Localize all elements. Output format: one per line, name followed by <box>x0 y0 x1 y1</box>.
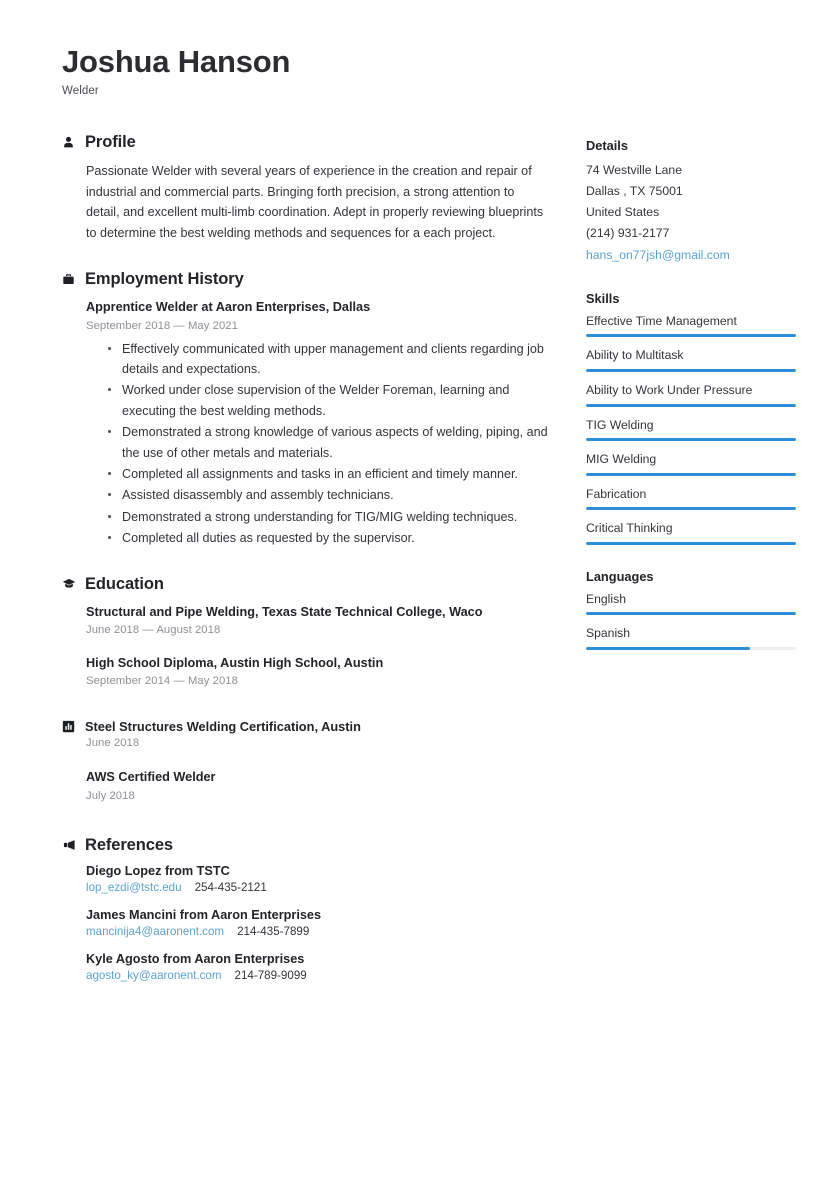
section-references-title: References <box>85 835 173 854</box>
graduation-cap-icon <box>61 577 76 592</box>
skill-label: Effective Time Management <box>586 313 737 328</box>
employment-bullet-list <box>86 339 549 549</box>
section-profile-body <box>62 161 549 245</box>
education-entry-date: September 2014 — May 2018 <box>86 675 238 688</box>
skill-level-bar <box>586 334 796 337</box>
certification-entry-title: Steel Structures Welding Certification, Austin <box>85 719 361 735</box>
education-entry-title: Structural and Pipe Welding, Texas State Technical College, Waco <box>86 604 483 619</box>
briefcase-icon <box>61 272 76 287</box>
sidebar-details-block <box>586 138 796 266</box>
section-references-header <box>61 836 549 855</box>
reference-contact <box>86 925 549 938</box>
detail-phone: (214) 931-2177 <box>586 226 670 241</box>
section-employment-body <box>62 298 549 548</box>
sidebar-column <box>586 133 796 674</box>
language-level-fill <box>586 612 796 615</box>
skill-row <box>586 313 796 338</box>
language-label: English <box>586 591 626 606</box>
candidate-name: Joshua Hanson <box>62 44 291 79</box>
skill-level-fill <box>586 473 796 476</box>
list-item: Effectively communicated with upper management and clients regarding job details and expectations. <box>108 339 549 380</box>
certification-entry-date: June 2018 <box>86 737 140 750</box>
education-entry-title: High School Diploma, Austin High School, Austin <box>86 655 384 670</box>
skill-row <box>586 382 796 407</box>
list-item: Assisted disassembly and assembly technicians. <box>108 485 549 505</box>
skill-label: Ability to Multitask <box>586 348 684 363</box>
section-profile <box>62 133 549 245</box>
certification-entry-body <box>62 737 549 801</box>
skill-row <box>586 417 796 442</box>
list-item: Completed all assignments and tasks in an efficient and timely manner. <box>108 464 549 484</box>
skill-row <box>586 451 796 476</box>
sidebar-languages-block <box>586 569 796 650</box>
reference-entry <box>86 908 549 938</box>
skill-label: Fabrication <box>586 486 647 501</box>
skill-row <box>586 486 796 511</box>
skill-level-bar <box>586 404 796 407</box>
employment-entry <box>86 298 549 548</box>
section-employment-header <box>61 270 549 289</box>
reference-email-link[interactable]: agosto_ky@aaronent.com <box>86 968 222 982</box>
skill-level-fill <box>586 542 796 545</box>
skill-level-bar <box>586 369 796 372</box>
section-profile-title: Profile <box>85 132 136 151</box>
sidebar-languages-title: Languages <box>586 568 654 584</box>
section-education-title: Education <box>85 574 164 593</box>
section-references-body <box>62 864 549 982</box>
skill-level-bar <box>586 542 796 545</box>
reference-entry <box>86 864 549 894</box>
detail-address-line1: 74 Westville Lane <box>586 162 682 177</box>
skill-level-bar <box>586 507 796 510</box>
certification-entry <box>86 768 549 801</box>
detail-email-link[interactable]: hans_on77jsh@gmail.com <box>586 247 730 262</box>
reference-phone: 214-789-9099 <box>234 968 307 982</box>
language-level-bar <box>586 647 796 650</box>
skill-label: TIG Welding <box>586 417 654 432</box>
list-item: Demonstrated a strong understanding for TIG/MIG welding techniques. <box>108 507 549 527</box>
education-entry-date: June 2018 — August 2018 <box>86 623 221 636</box>
list-item: Worked under close supervision of the Welder Foreman, learning and executing the best welding methods. <box>108 380 549 421</box>
section-education <box>62 575 549 688</box>
detail-country: United States <box>586 205 660 220</box>
skill-row <box>586 347 796 372</box>
reference-phone: 214-435-7899 <box>237 924 310 938</box>
detail-address-line2: Dallas , TX 75001 <box>586 183 683 198</box>
skill-label: Critical Thinking <box>586 521 673 536</box>
candidate-job-title: Welder <box>62 84 99 97</box>
profile-text: Passionate Welder with several years of experience in the creation and repair of industrial and commercial parts. Bringing forth precision, a strong attention to detail, and excellent multi-limb coordination. Adept in properly reviewing blueprints to determine the best welding methods and sequences for a each project. <box>86 163 544 241</box>
resume-header <box>62 44 786 97</box>
reference-email-link[interactable]: lop_ezdi@tstc.edu <box>86 880 182 894</box>
list-item: Demonstrated a strong knowledge of various aspects of welding, piping, and the use of other metals and materials. <box>108 422 549 463</box>
language-level-fill <box>586 647 750 650</box>
resume-body <box>62 133 786 1008</box>
section-employment-title: Employment History <box>85 270 244 289</box>
skill-level-fill <box>586 438 796 441</box>
language-level-bar <box>586 612 796 615</box>
sidebar-skills-block <box>586 291 796 545</box>
reference-contact <box>86 969 549 982</box>
certification-entry-date: July 2018 <box>86 789 135 802</box>
employment-entry-title: Apprentice Welder at Aaron Enterprises, Dallas <box>86 300 371 315</box>
section-education-header <box>61 575 549 594</box>
skill-level-bar <box>586 473 796 476</box>
main-column <box>62 133 549 1008</box>
skill-level-fill <box>586 507 796 510</box>
certification-entry-header <box>61 719 549 734</box>
reference-contact <box>86 881 549 894</box>
section-references <box>62 836 549 982</box>
reference-email-link[interactable]: mancinija4@aaronent.com <box>86 924 225 938</box>
certification-entry-title: AWS Certified Welder <box>86 770 216 785</box>
section-profile-header <box>61 133 549 152</box>
skill-label: Ability to Work Under Pressure <box>586 382 753 397</box>
reference-name: Kyle Agosto from Aaron Enterprises <box>86 951 305 966</box>
language-row <box>586 625 796 650</box>
language-label: Spanish <box>586 626 631 641</box>
skill-row <box>586 520 796 545</box>
reference-name: James Mancini from Aaron Enterprises <box>86 907 322 922</box>
education-entry <box>86 654 549 687</box>
reference-name: Diego Lopez from TSTC <box>86 863 230 878</box>
employment-entry-date: September 2018 — May 2021 <box>86 319 238 332</box>
skill-level-bar <box>586 438 796 441</box>
person-icon <box>61 135 76 150</box>
skill-level-fill <box>586 404 796 407</box>
section-employment <box>62 270 549 548</box>
megaphone-icon <box>61 838 76 853</box>
skill-level-fill <box>586 334 796 337</box>
sidebar-details-title: Details <box>586 137 628 153</box>
reference-phone: 254-435-2121 <box>194 880 267 894</box>
list-item: Completed all duties as requested by the supervisor. <box>108 528 549 548</box>
section-education-body <box>62 603 549 688</box>
language-row <box>586 591 796 616</box>
section-certifications <box>62 719 549 801</box>
skill-level-fill <box>586 369 796 372</box>
education-entry <box>86 603 549 636</box>
certificate-chart-icon <box>61 719 76 734</box>
reference-entry <box>86 952 549 982</box>
sidebar-skills-title: Skills <box>586 290 620 306</box>
skill-label: MIG Welding <box>586 452 657 467</box>
